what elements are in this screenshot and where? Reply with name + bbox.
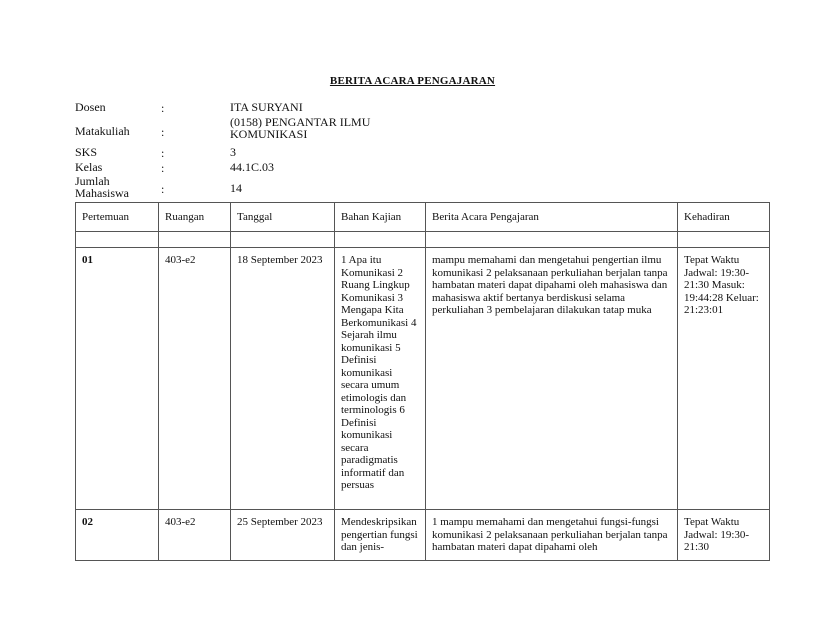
table-row [76,510,770,561]
teaching-record-table [75,202,770,561]
column-header-pertemuan: Pertemuan [76,203,159,232]
info-separator: : [161,146,165,160]
info-label: Matakuliah [75,124,130,138]
column-header-ruangan: Ruangan [159,203,231,232]
info-separator: : [161,101,165,115]
cell-tanggal: 25 September 2023 [231,510,335,561]
info-label: Dosen [75,100,106,114]
table-row [76,248,770,510]
info-separator: : [161,182,165,196]
info-value: (0158) PENGANTAR ILMU KOMUNIKASI [230,115,371,141]
cell-berita-acara: 1 mampu memahami dan mengetahui fungsi-fungsi komunikasi 2 pelaksanaan perkuliahan berjalan tanpa hambatan materi dapat dipahami oleh [426,510,678,561]
info-value: ITA SURYANI [230,100,303,114]
cell-pertemuan: 02 [76,510,159,561]
table-header-row [76,203,770,232]
document-title: BERITA ACARA PENGAJARAN [329,75,496,87]
cell-pertemuan: 01 [76,248,159,510]
column-header-bahan-kajian: Bahan Kajian [335,203,426,232]
info-separator: : [161,125,165,139]
column-header-tanggal: Tanggal [231,203,335,232]
cell-bahan-kajian: 1 Apa itu Komunikasi 2 Ruang Lingkup Komunikasi 3 Mengapa Kita Berkomunikasi 4 Sejarah ilmu komunikasi 5 Definisi komunikasi secara umum etimologis dan terminologis 6 Definisi komunikasi secara paradigmatis informatif dan persuas [335,248,426,510]
info-label: Jumlah Mahasiswa [75,174,129,200]
info-value: 3 [230,145,236,159]
column-header-berita-acara: Berita Acara Pengajaran [426,203,678,232]
column-header-kehadiran: Kehadiran [678,203,770,232]
info-value: 44.1C.03 [230,160,275,174]
cell-ruangan: 403-e2 [159,510,231,561]
cell-bahan-kajian: Mendeskripsikan pengertian fungsi dan jenis- [335,510,426,561]
info-label: SKS [75,145,98,159]
cell-kehadiran: Tepat Waktu Jadwal: 19:30-21:30 [678,510,770,561]
cell-tanggal: 18 September 2023 [231,248,335,510]
cell-ruangan: 403-e2 [159,248,231,510]
info-label: Kelas [75,160,103,174]
info-value: 14 [230,181,242,195]
cell-kehadiran: Tepat Waktu Jadwal: 19:30-21:30 Masuk: 19:44:28 Keluar: 21:23:01 [678,248,770,510]
cell-berita-acara: mampu memahami dan mengetahui pengertian ilmu komunikasi 2 pelaksanaan perkuliahan berjalan tanpa hambatan materi dapat dipahami oleh mahasiswa dan mahasiswa aktif bertanya berdiskusi selama perkuliahan 3 pembelajaran dilakukan tatap muka [426,248,678,510]
info-separator: : [161,161,165,175]
